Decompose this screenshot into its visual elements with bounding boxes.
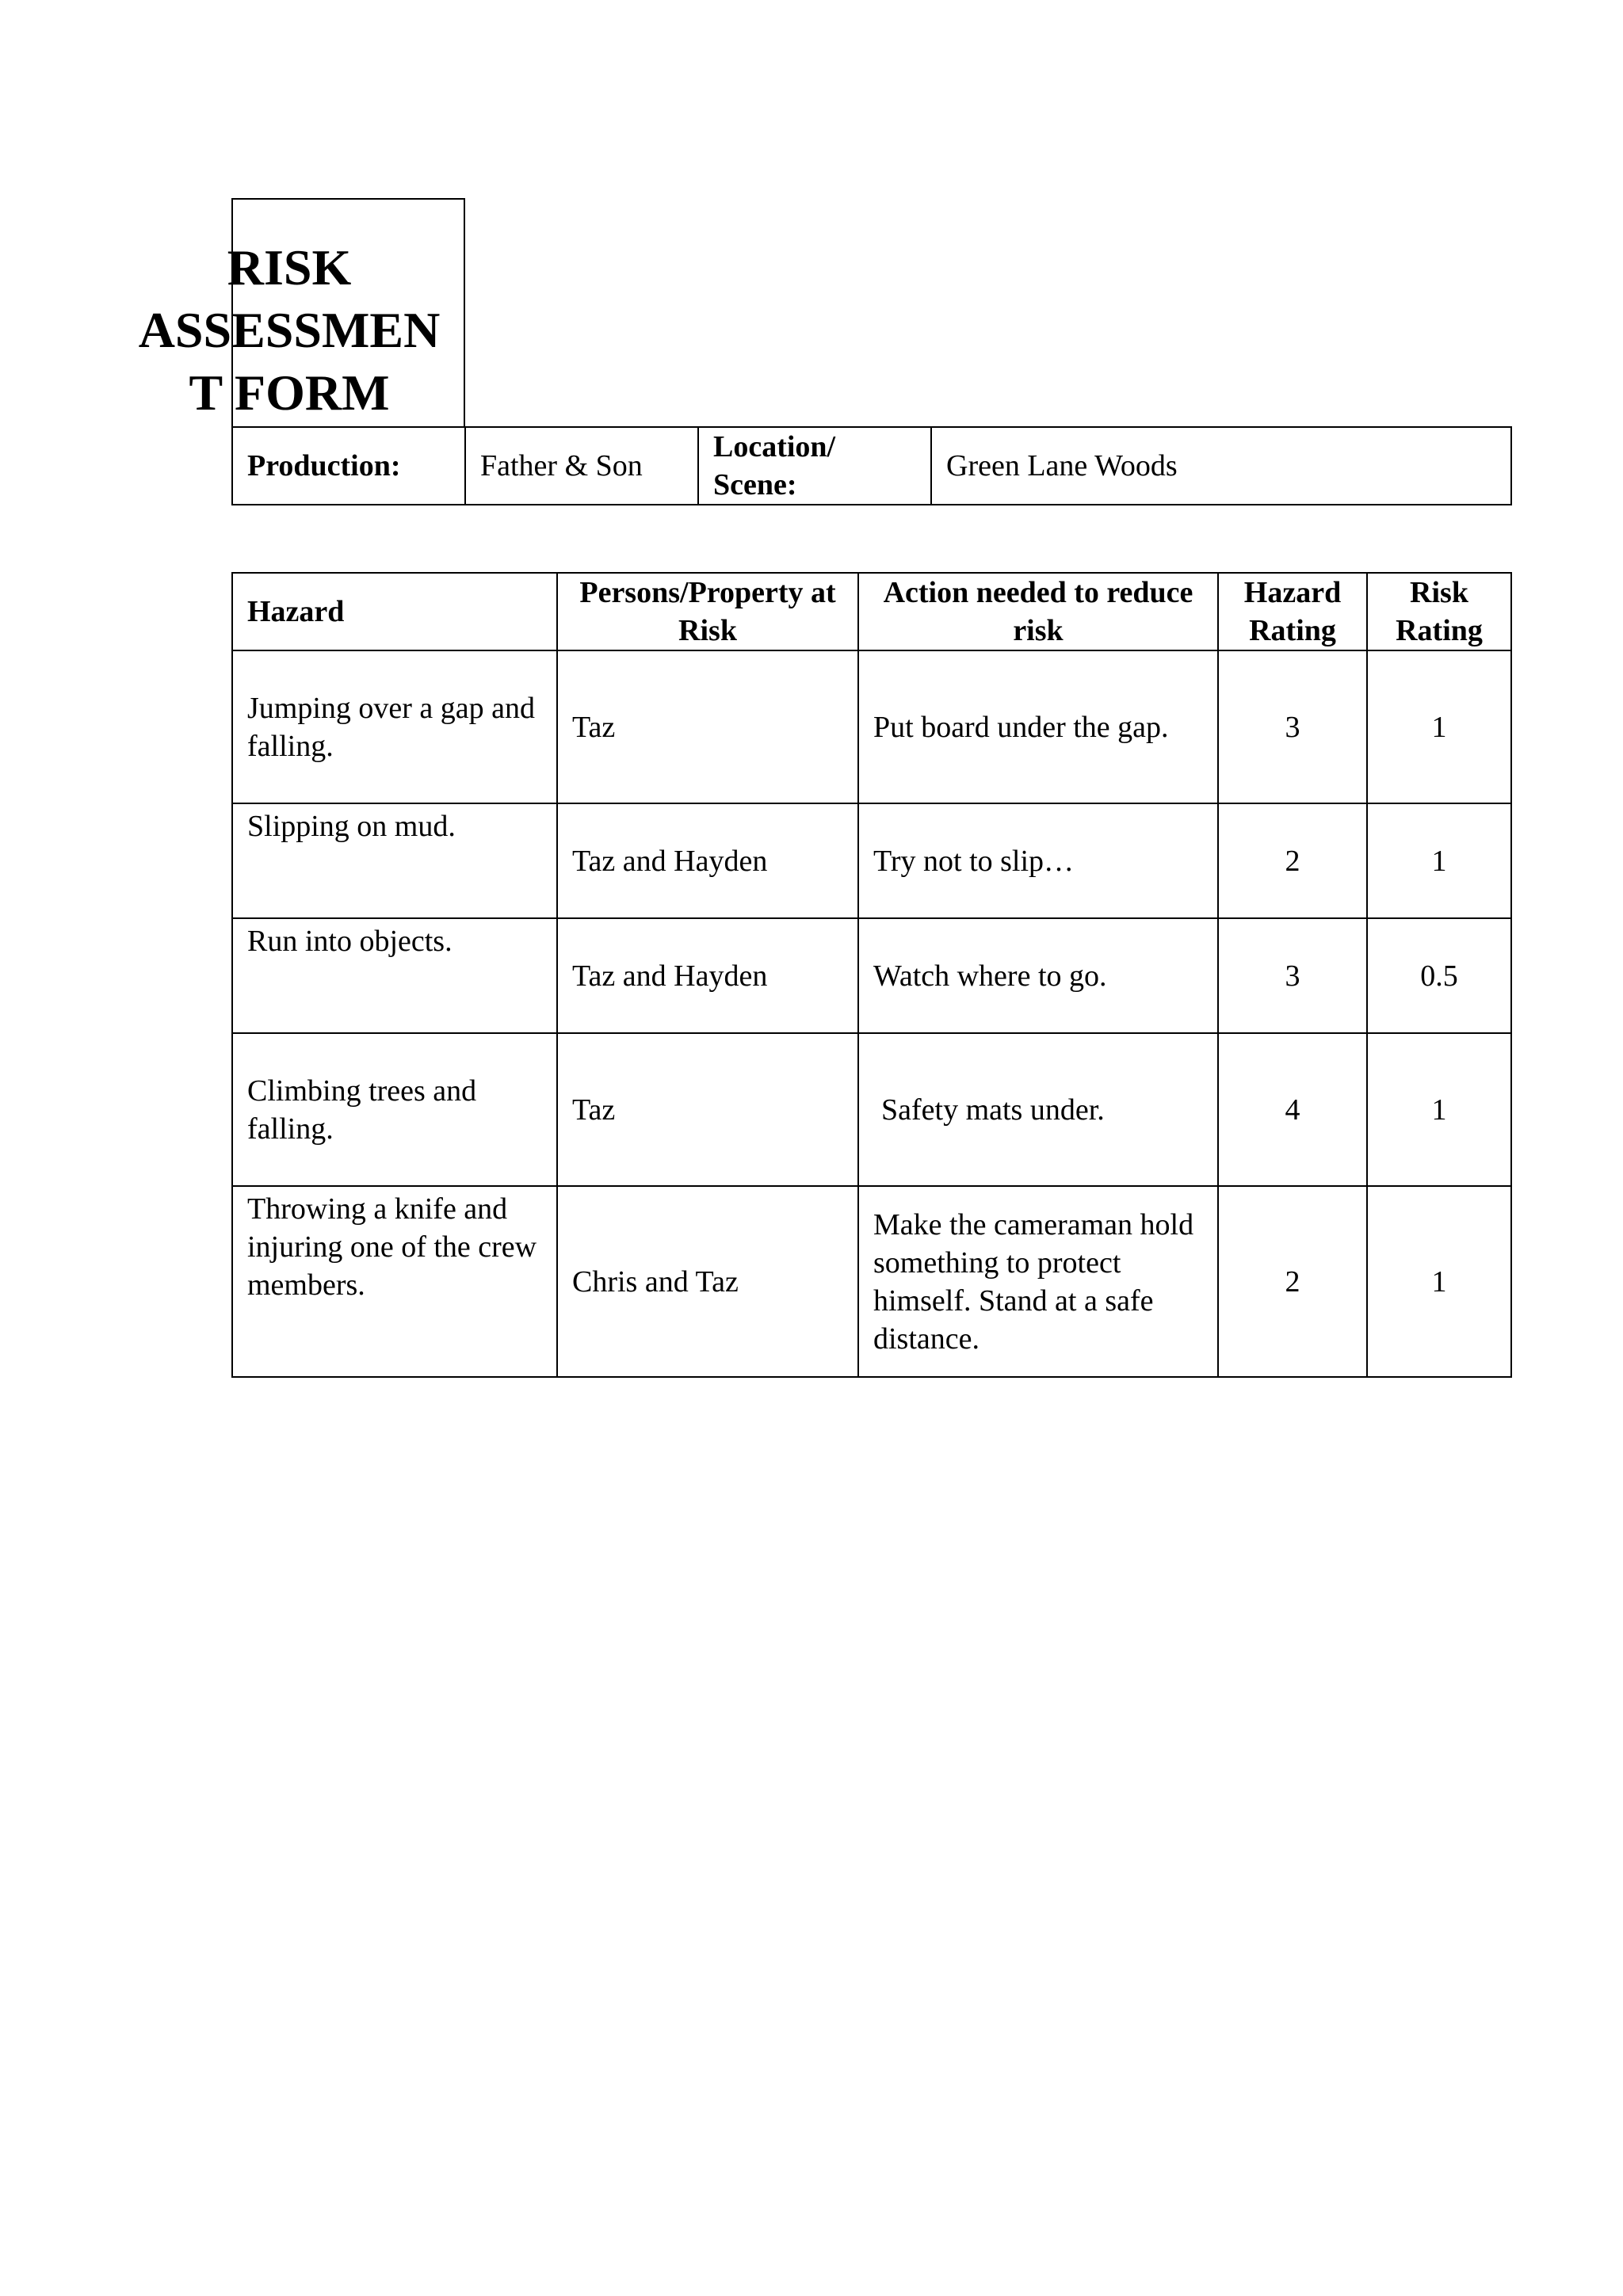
risk-rating-cell: 1 (1367, 1033, 1511, 1186)
production-table (231, 426, 1512, 505)
persons-cell: Taz and Hayden (557, 803, 858, 918)
production-value: Father & Son (465, 427, 698, 505)
hazard-rating-cell: 2 (1218, 803, 1367, 918)
header-persons: Persons/Property at Risk (557, 573, 858, 650)
risk-rating-cell: 1 (1367, 1186, 1511, 1377)
table-row (232, 1186, 1511, 1377)
header-risk-rating: Risk Rating (1367, 573, 1511, 650)
table-row (232, 918, 1511, 1033)
persons-cell: Taz (557, 650, 858, 803)
location-value: Green Lane Woods (931, 427, 1511, 505)
persons-cell: Taz (557, 1033, 858, 1186)
action-cell: Make the cameraman hold something to protect himself. Stand at a safe distance. (858, 1186, 1218, 1377)
action-cell: Try not to slip… (858, 803, 1218, 918)
hazard-rating-cell: 3 (1218, 918, 1367, 1033)
risk-rating-cell: 1 (1367, 650, 1511, 803)
action-cell: Safety mats under. (858, 1033, 1218, 1186)
production-row (232, 427, 1511, 505)
risk-rating-cell: 1 (1367, 803, 1511, 918)
hazard-cell: Climbing trees and falling. (232, 1033, 557, 1186)
action-cell: Put board under the gap. (858, 650, 1218, 803)
production-label: Production: (232, 427, 465, 505)
location-label: Location/ Scene: (698, 427, 931, 505)
header-action: Action needed to reduce risk (858, 573, 1218, 650)
table-row (232, 803, 1511, 918)
form-title: RISK ASSESSMEN T FORM (138, 239, 441, 421)
table-row (232, 650, 1511, 803)
hazard-cell: Throwing a knife and injuring one of the crew members. (232, 1186, 557, 1377)
hazard-cell: Jumping over a gap and falling. (232, 650, 557, 803)
hazard-rating-cell: 4 (1218, 1033, 1367, 1186)
header-hazard-rating: Hazard Rating (1218, 573, 1367, 650)
hazard-cell: Slipping on mud. (232, 803, 557, 918)
persons-cell: Taz and Hayden (557, 918, 858, 1033)
table-row (232, 1033, 1511, 1186)
persons-cell: Chris and Taz (557, 1186, 858, 1377)
risk-rating-cell: 0.5 (1367, 918, 1511, 1033)
hazard-rating-cell: 3 (1218, 650, 1367, 803)
hazard-rating-cell: 2 (1218, 1186, 1367, 1377)
hazard-cell: Run into objects. (232, 918, 557, 1033)
hazard-table (231, 572, 1512, 1378)
header-hazard: Hazard (232, 573, 557, 650)
hazard-table-header (232, 573, 1511, 650)
action-cell: Watch where to go. (858, 918, 1218, 1033)
